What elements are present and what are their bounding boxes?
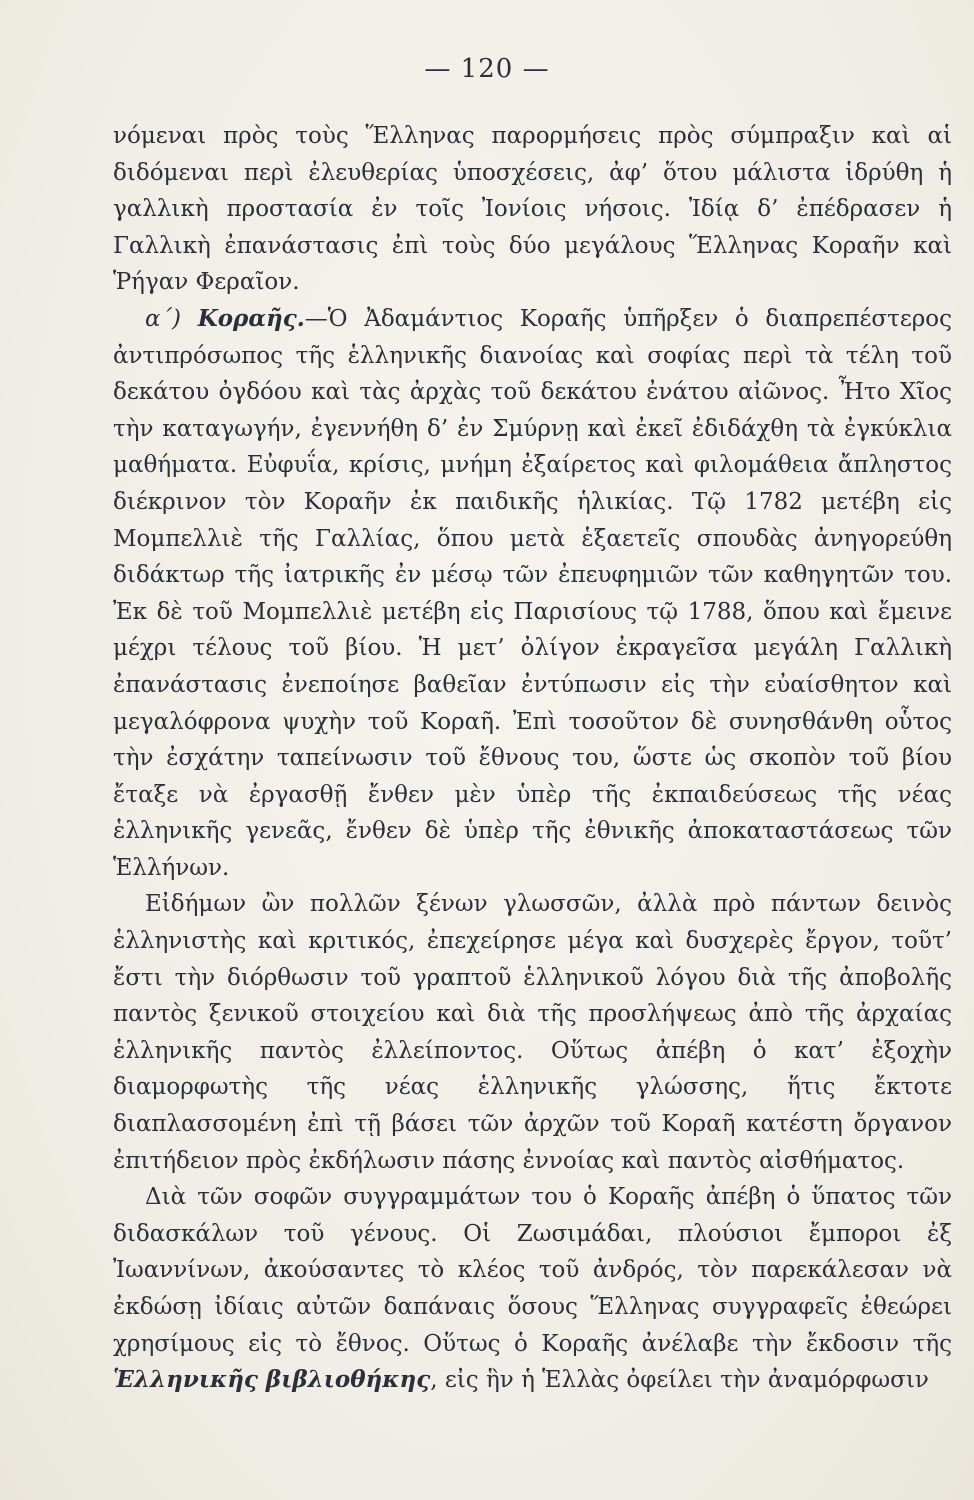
paragraph-2 xyxy=(113,301,952,887)
text-body xyxy=(113,118,952,1399)
section-heading-korais: Κοραῆς. xyxy=(197,304,305,332)
paragraph-3: Εἰδήμων ὢν πολλῶν ξένων γλωσσῶν, ἀλλὰ πρὸ πάντων δεινὸς ἑλληνιστὴς καὶ κριτικός, ἐπεχείρησε μέγα καὶ δυσχερὲς ἔργον, τοῦτ’ ἔστι τὴν διόρθωσιν τοῦ γραπτοῦ ἑλληνικοῦ λόγου διὰ τῆς ἀποβολῆς παντὸς ξενικοῦ στοιχείου καὶ διὰ τῆς προσλήψεως ἀπὸ τῆς ἀρχαίας ἑλληνικῆς παντὸς ἐλλείποντος. Οὕτως ἀπέβη ὁ κατ’ ἐξοχὴν διαμορφωτὴς τῆς νέας ἑλληνικῆς γλώσσης, ἥτις ἔκτοτε διαπλασσομένη ἐπὶ τῇ βάσει τῶν ἀρχῶν τοῦ Κοραῆ κατέστη ὄργανον ἐπιτήδειον πρὸς ἐκδήλωσιν πάσης ἐννοίας καὶ παντὸς αἰσθήματος. xyxy=(113,891,952,1174)
paragraph-4-end: , εἰς ἣν ἡ Ἑλλὰς ὀφείλει τὴν ἀναμόρφωσιν xyxy=(430,1367,929,1394)
section-label: α΄) xyxy=(145,305,182,332)
paragraph-4-text: Διὰ τῶν σοφῶν συγγραμμάτων του ὁ Κοραῆς ἀπέβη ὁ ὕπατος τῶν διδασκάλων τοῦ γένους. Οἱ Ζωσιμάδαι, πλούσιοι ἔμποροι ἐξ Ἰωαννίνων, ἀκούσαντες τὸ κλέος τοῦ ἀνδρός, τὸν παρεκάλεσαν νὰ ἐκδώσῃ ἰδίαις αὐτῶν δαπάναις ὅσους Ἕλληνας συγγραφεῖς ἐθεώρει χρησίμους εἰς τὸ ἔθνος. Οὕτως ὁ Κοραῆς ἀνέλαβε τὴν ἔκδοσιν τῆς xyxy=(113,1184,952,1357)
paragraph-4 xyxy=(113,1179,952,1399)
paragraph-1: νόμεναι πρὸς τοὺς Ἕλληνας παρορμήσεις πρὸς σύμπραξιν καὶ αἱ διδόμεναι περὶ ἐλευθερίας ὑποσχέσεις, ἀφ’ ὅτου μάλιστα ἱδρύθη ἡ γαλλικὴ προστασία ἐν τοῖς Ἰονίοις νήσοις. Ἰδίᾳ δ’ ἐπέδρασεν ἡ Γαλλικὴ ἐπανάστασις ἐπὶ τοὺς δύο μεγάλους Ἕλληνας Κοραῆν καὶ Ῥήγαν Φεραῖον. xyxy=(113,123,952,296)
paragraph-2-text: —Ὁ Ἀδαμάντιος Κοραῆς ὑπῆρξεν ὁ διαπρεπέστερος ἀντιπρόσωπος τῆς ἑλληνικῆς διανοίας καὶ σοφίας περὶ τὰ τέλη τοῦ δεκάτου ὀγδόου καὶ τὰς ἀρχὰς τοῦ δεκάτου ἐνάτου αἰῶνος. Ἦτο Χῖος τὴν καταγωγήν, ἐγεννήθη δ’ ἐν Σμύρνῃ καὶ ἐκεῖ ἐδιδάχθη τὰ ἐγκύκλια μαθήματα. Εὐφυΐα, κρίσις, μνήμη ἐξαίρετος καὶ φιλομάθεια ἄπληστος διέκρινον τὸν Κοραῆν ἐκ παιδικῆς ἡλικίας. Τῷ 1782 μετέβη εἰς Μομπελλιὲ τῆς Γαλλίας, ὅπου μετὰ ἑξαετεῖς σπουδὰς ἀνηγορεύθη διδάκτωρ τῆς ἰατρικῆς ἐν μέσῳ τῶν ἐπευφημιῶν τῶν καθηγητῶν του. Ἐκ δὲ τοῦ Μομπελλιὲ μετέβη εἰς Παρισίους τῷ 1788, ὅπου καὶ ἔμεινε μέχρι τέλους τοῦ βίου. Ἡ μετ’ ὀλίγον ἐκραγεῖσα μεγάλη Γαλλικὴ ἐπανάστασις ἐνεποίησε βαθεῖαν ἐντύπωσιν εἰς τὴν εὐαίσθητον καὶ μεγαλόφρονα ψυχὴν τοῦ Κοραῆ. Ἐπὶ τοσοῦτον δὲ συνησθάνθη οὗτος τὴν ἐσχάτην ταπείνωσιν τοῦ ἔθνους του, ὥστε ὡς σκοπὸν τοῦ βίου ἔταξε νὰ ἐργασθῇ ἔνθεν μὲν ὑπὲρ τῆς ἐκπαιδεύσεως τῆς νέας ἑλληνικῆς γενεᾶς, ἔνθεν δὲ ὑπὲρ τῆς ἐθνικῆς ἀποκαταστάσεως τῶν Ἑλλήνων. xyxy=(113,305,952,881)
book-title: Ἑλληνικῆς βιβλιοθήκης xyxy=(113,1366,431,1394)
page-number: — 120 — xyxy=(424,54,550,84)
